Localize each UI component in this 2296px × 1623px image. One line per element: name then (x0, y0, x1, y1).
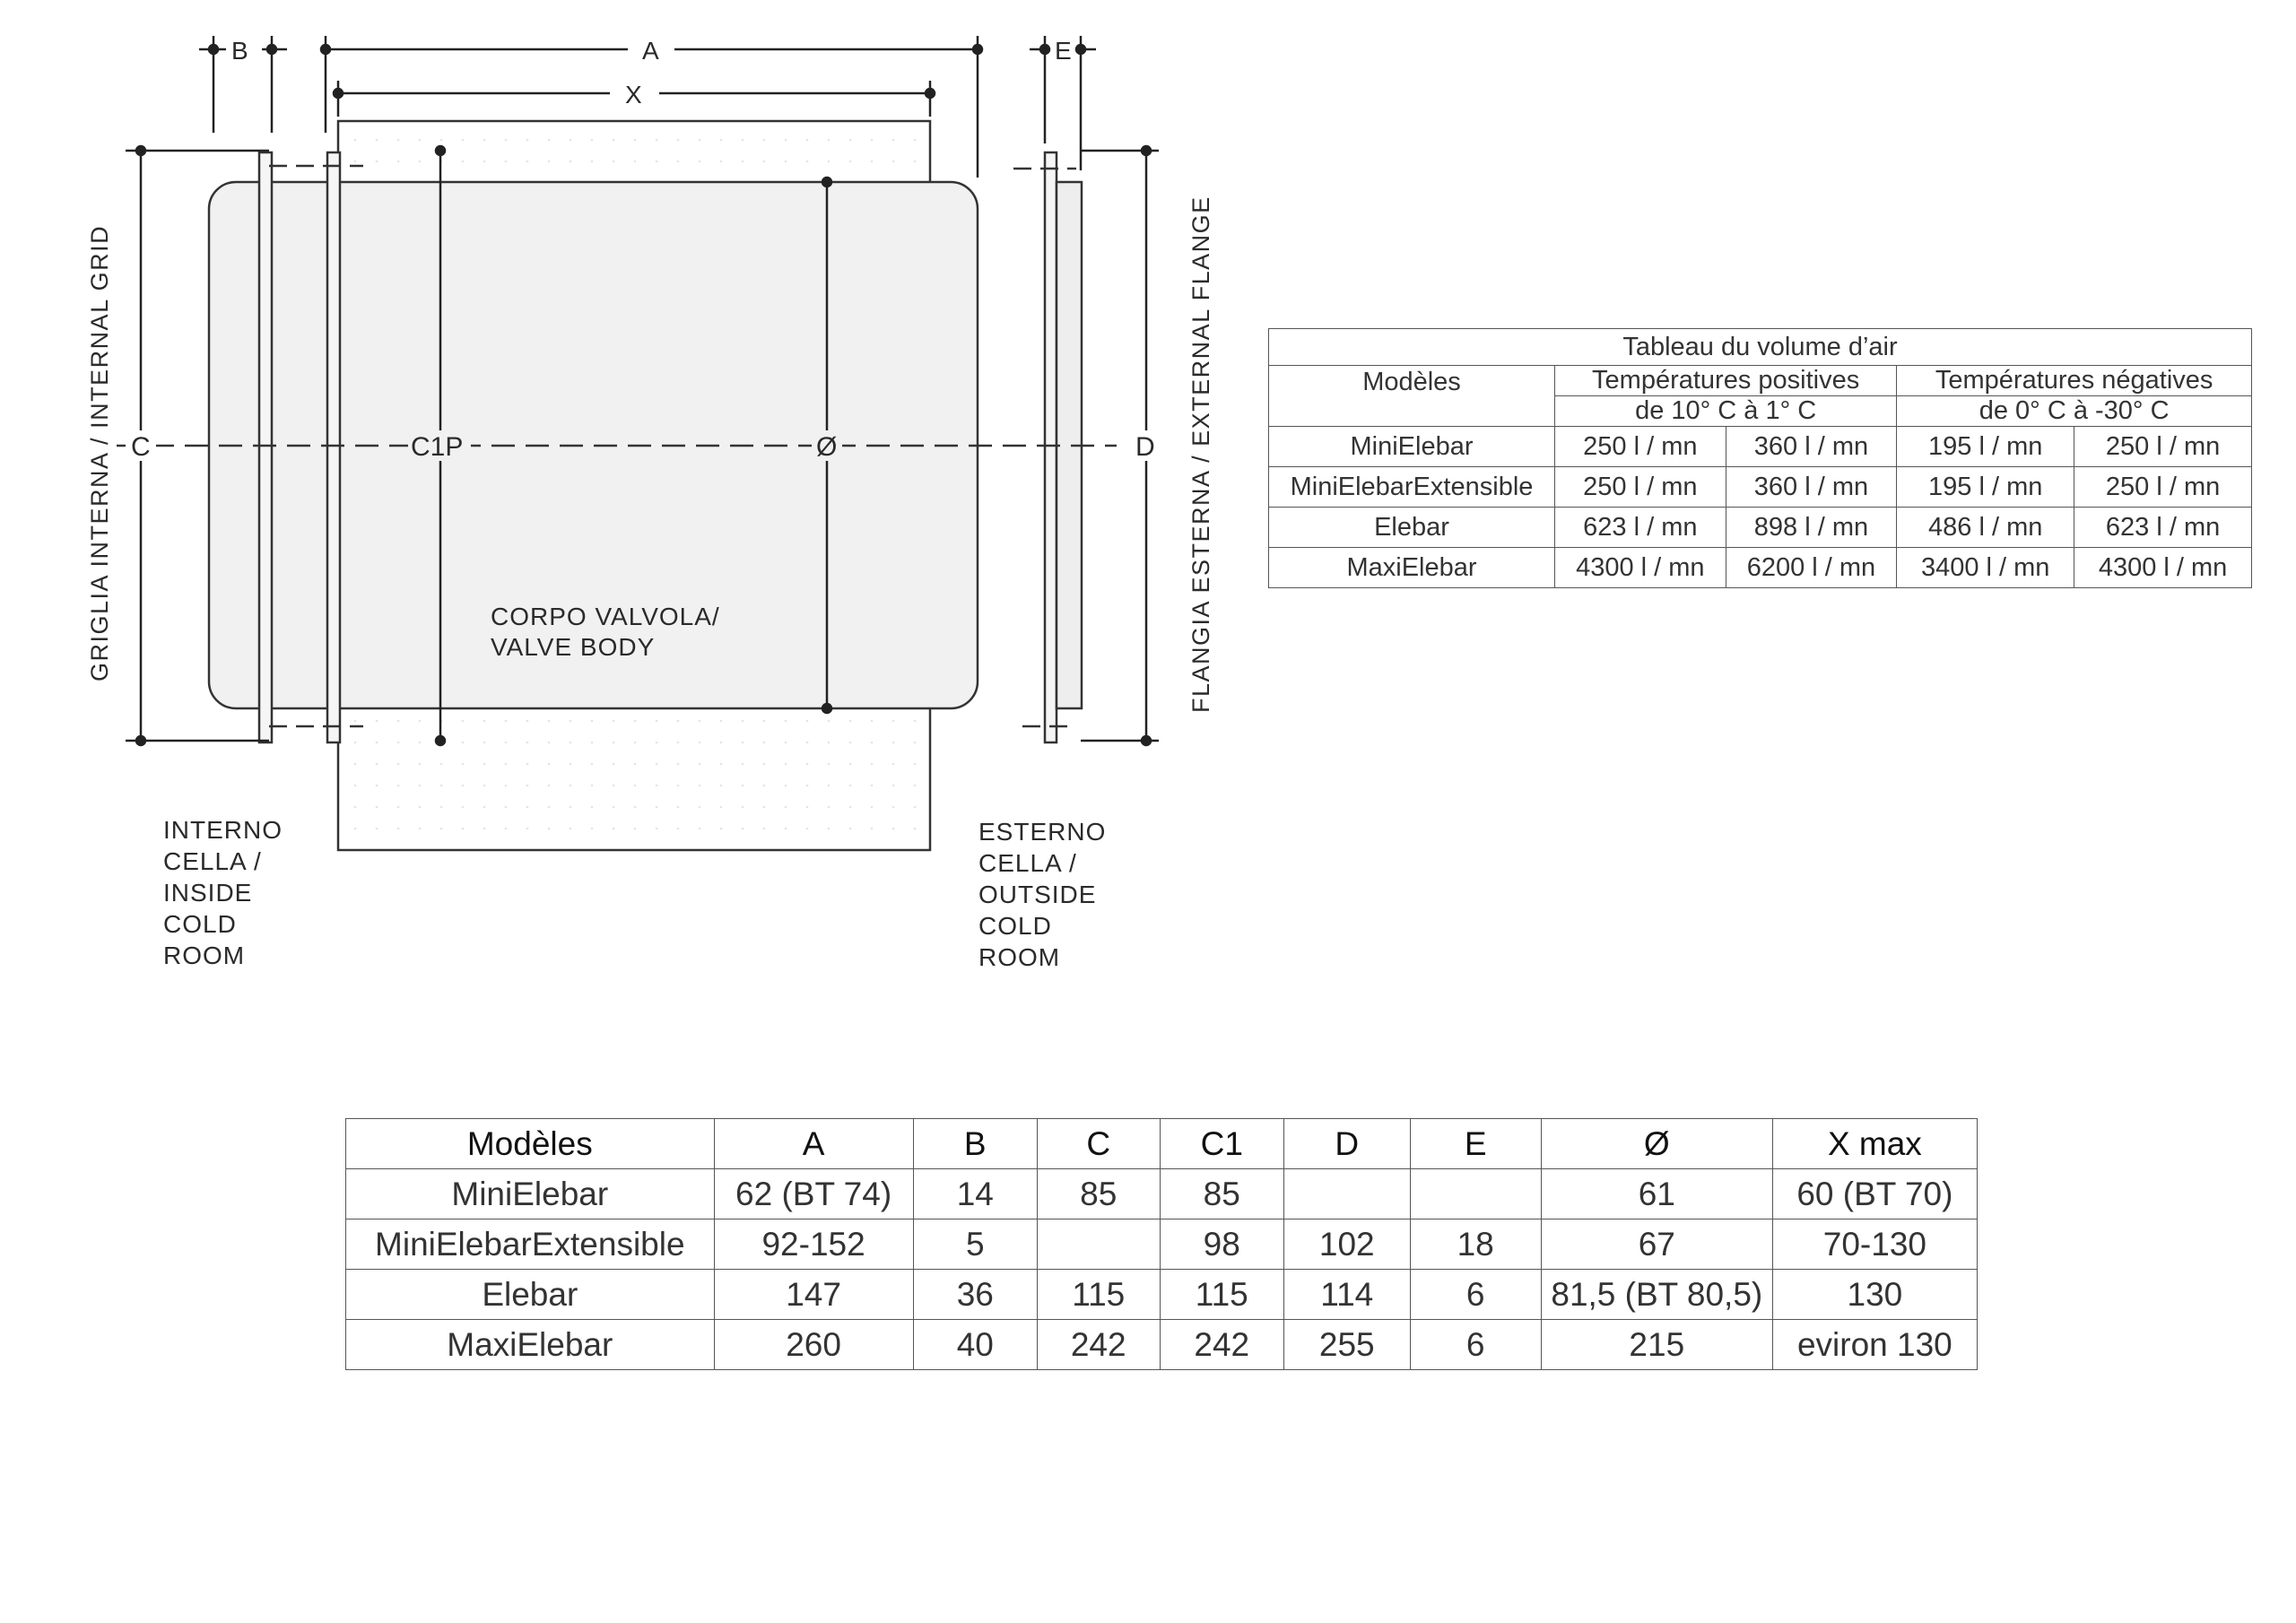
dims-table-value-cell: 85 (1037, 1169, 1160, 1219)
inside-label-line1: INTERNO (163, 816, 283, 844)
dims-table-value-cell: 242 (1160, 1320, 1284, 1370)
dims-table-value-cell: 260 (714, 1320, 913, 1370)
dims-table-value-cell: 36 (913, 1270, 1037, 1320)
dims-table-value-cell: 85 (1160, 1169, 1284, 1219)
dims-table-value-cell: 115 (1160, 1270, 1284, 1320)
external-flange-label: FLANGIA ESTERNA / EXTERNAL FLANGE (1187, 195, 1214, 713)
inside-label-line2: CELLA / (163, 847, 262, 875)
outside-label-line5: ROOM (978, 943, 1061, 971)
dims-table-header-cell: D (1284, 1119, 1411, 1169)
valve-body-label-line1: CORPO VALVOLA/ (491, 603, 720, 630)
dim-label-E: E (1055, 37, 1072, 65)
dims-table-value-cell: 242 (1037, 1320, 1160, 1370)
internal-flange-plate (327, 152, 340, 742)
air-table-row (1269, 467, 2252, 508)
dim-label-X: X (625, 81, 642, 108)
dims-table-value-cell: 147 (714, 1270, 913, 1320)
dims-table-model-cell: Elebar (346, 1270, 715, 1320)
air-table-value-cell: 195 l / mn (1897, 427, 2074, 467)
air-table-row (1269, 427, 2252, 467)
dims-table-value-cell: 61 (1541, 1169, 1772, 1219)
dims-table-value-cell: 6 (1410, 1270, 1541, 1320)
dims-table-value-cell: 130 (1772, 1270, 1977, 1320)
dim-label-D: D (1135, 432, 1155, 462)
inside-label-line5: ROOM (163, 942, 246, 969)
dimensions-table (345, 1118, 1978, 1370)
dims-table-value-cell: 102 (1284, 1219, 1411, 1270)
outside-label-line2: CELLA / (978, 849, 1077, 877)
inside-label-line3: INSIDE (163, 879, 253, 907)
dim-label-B: B (231, 37, 248, 65)
dims-table-header-cell: B (913, 1119, 1037, 1169)
dims-table-value-cell: 255 (1284, 1320, 1411, 1370)
air-table-row (1269, 508, 2252, 548)
dims-table-header-cell: E (1410, 1119, 1541, 1169)
outside-label-line3: OUTSIDE (978, 881, 1097, 908)
dim-label-C: C (131, 432, 151, 462)
air-table-value-cell: 250 l / mn (1555, 467, 1726, 508)
air-table-value-cell: 623 l / mn (1555, 508, 1726, 548)
air-table-value-cell: 195 l / mn (1897, 467, 2074, 508)
air-table-value-cell: 486 l / mn (1897, 508, 2074, 548)
air-table-value-cell: 360 l / mn (1726, 427, 1897, 467)
air-table-value-cell: 250 l / mn (1555, 427, 1726, 467)
valve-body-label-line2: VALVE BODY (491, 633, 656, 661)
air-table-title: Tableau du volume d’air (1269, 329, 2252, 366)
air-table-value-cell: 4300 l / mn (1555, 548, 1726, 588)
dims-table-value-cell (1284, 1169, 1411, 1219)
dim-label-A: A (642, 37, 659, 65)
dims-table-value-cell: 81,5 (BT 80,5) (1541, 1270, 1772, 1320)
air-table-model-cell: Elebar (1269, 508, 1555, 548)
dims-table-value-cell: 114 (1284, 1270, 1411, 1320)
dims-table-row (346, 1320, 1978, 1370)
dims-table-value-cell: 6 (1410, 1320, 1541, 1370)
air-table-row (1269, 548, 2252, 588)
dims-table-row (346, 1169, 1978, 1219)
air-table-model-header: Modèles (1269, 366, 1555, 427)
dims-table-value-cell: 5 (913, 1219, 1037, 1270)
dims-table-model-cell: MiniElebar (346, 1169, 715, 1219)
dim-label-phi: Ø (816, 432, 838, 462)
air-table-value-cell: 623 l / mn (2074, 508, 2252, 548)
air-table-positive-header: Températures positives (1555, 366, 1897, 396)
air-table-model-cell: MiniElebarExtensible (1269, 467, 1555, 508)
air-table-negative-header: Températures négatives (1897, 366, 2252, 396)
air-table-value-cell: 4300 l / mn (2074, 548, 2252, 588)
dims-table-header-cell: C1 (1160, 1119, 1284, 1169)
dim-label-C1P: C1P (411, 432, 464, 462)
dims-table-header-cell: Ø (1541, 1119, 1772, 1169)
dims-table-model-cell: MaxiElebar (346, 1320, 715, 1370)
dims-table-value-cell: 62 (BT 74) (714, 1169, 913, 1219)
air-table-value-cell: 3400 l / mn (1897, 548, 2074, 588)
dims-table-value-cell: 115 (1037, 1270, 1160, 1320)
internal-grid-label: GRIGLIA INTERNA / INTERNAL GRID (86, 224, 113, 681)
dims-table-value-cell (1410, 1169, 1541, 1219)
dims-table-header-cell: C (1037, 1119, 1160, 1169)
dims-table-value-cell: 67 (1541, 1219, 1772, 1270)
dims-table-value-cell: 18 (1410, 1219, 1541, 1270)
dims-table-header-cell: Modèles (346, 1119, 715, 1169)
internal-grid-plate (259, 152, 272, 742)
air-table-value-cell: 250 l / mn (2074, 427, 2252, 467)
air-table-model-cell: MaxiElebar (1269, 548, 1555, 588)
dims-table-header-cell: X max (1772, 1119, 1977, 1169)
dims-table-row (346, 1270, 1978, 1320)
dims-table-value-cell: 40 (913, 1320, 1037, 1370)
air-volume-table (1268, 328, 2252, 588)
dims-table-value-cell (1037, 1219, 1160, 1270)
air-table-model-cell: MiniElebar (1269, 427, 1555, 467)
dims-table-value-cell: eviron 130 (1772, 1320, 1977, 1370)
air-table-value-cell: 6200 l / mn (1726, 548, 1897, 588)
dims-table-model-cell: MiniElebarExtensible (346, 1219, 715, 1270)
dims-table-value-cell: 14 (913, 1169, 1037, 1219)
dims-table-value-cell: 60 (BT 70) (1772, 1169, 1977, 1219)
dims-table-row (346, 1219, 1978, 1270)
outside-label-line1: ESTERNO (978, 818, 1107, 846)
inside-label-line4: COLD (163, 910, 237, 938)
dims-table-value-cell: 70-130 (1772, 1219, 1977, 1270)
external-flange-plate (1045, 152, 1057, 742)
dims-table-header-cell: A (714, 1119, 913, 1169)
dims-table-value-cell: 215 (1541, 1320, 1772, 1370)
dims-table-value-cell: 98 (1160, 1219, 1284, 1270)
outside-label-line4: COLD (978, 912, 1052, 940)
air-table-value-cell: 898 l / mn (1726, 508, 1897, 548)
air-table-value-cell: 360 l / mn (1726, 467, 1897, 508)
air-table-value-cell: 250 l / mn (2074, 467, 2252, 508)
air-table-negative-range: de 0° C à -30° C (1897, 396, 2252, 427)
air-table-positive-range: de 10° C à 1° C (1555, 396, 1897, 427)
dims-table-value-cell: 92-152 (714, 1219, 913, 1270)
